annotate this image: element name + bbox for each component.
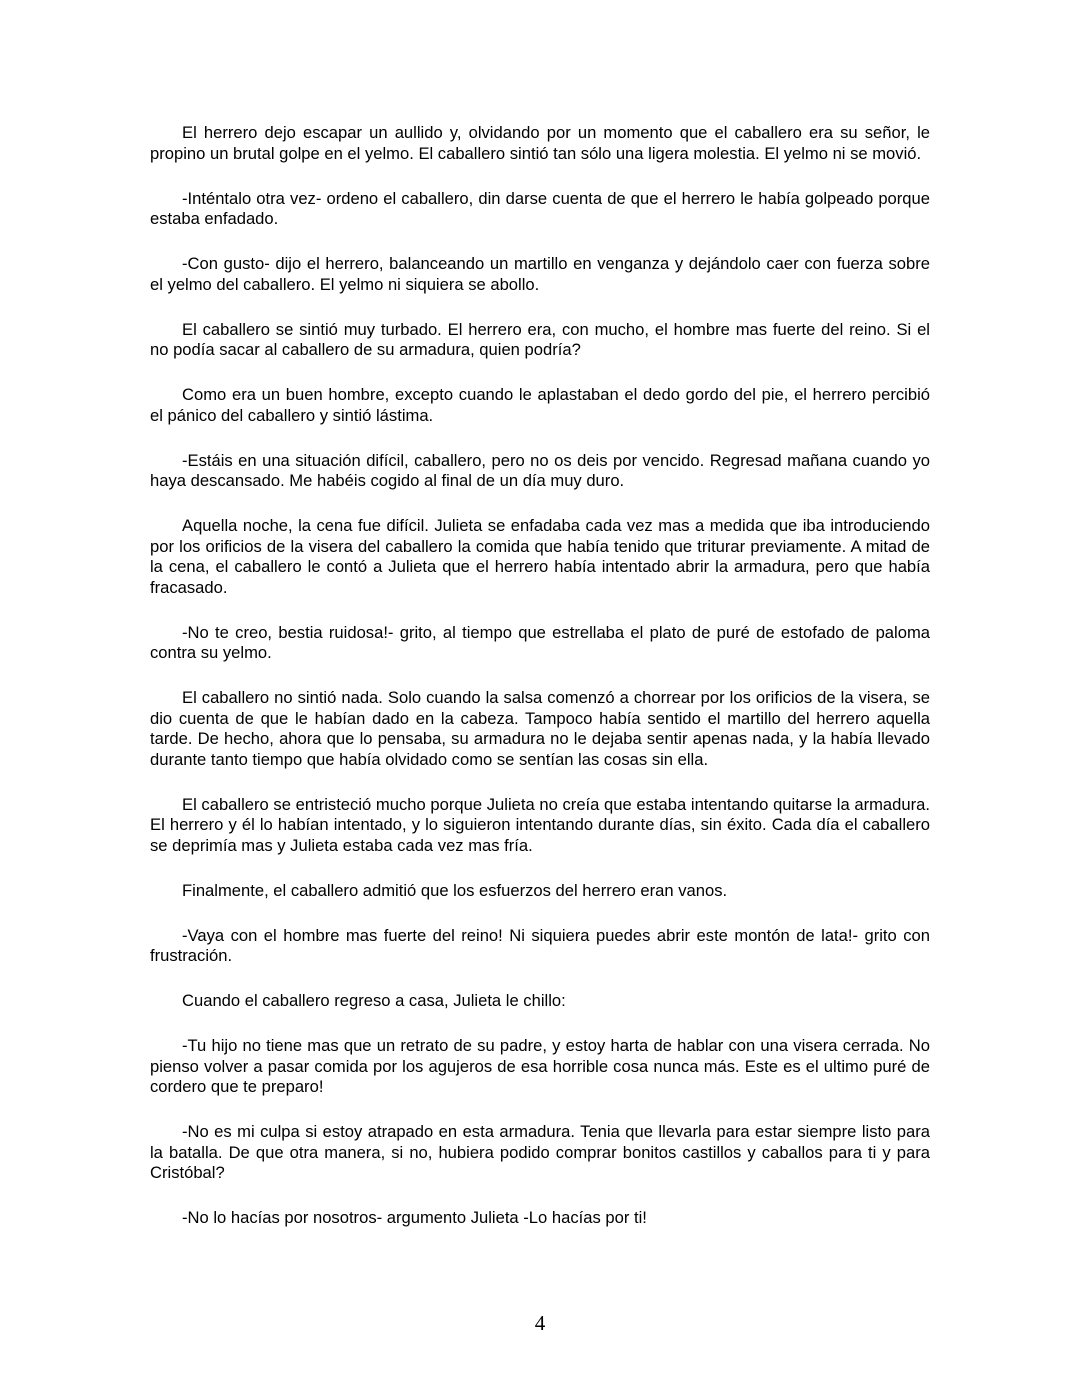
- paragraph: -No lo hacías por nosotros- argumento Julieta -Lo hacías por ti!: [182, 1208, 647, 1227]
- paragraph: Cuando el caballero regreso a casa, Julieta le chillo:: [182, 991, 566, 1010]
- paragraph: -Estáis en una situación difícil, caballero, pero no os deis por vencido. Regresad mañana cuando yo haya descansado. Me habéis cogido al final de un día muy duro.: [150, 450, 930, 490]
- paragraph: El caballero se entristeció mucho porque Julieta no creía que estaba intentando quitarse la armadura. El herrero y él lo habían intentado, y lo siguieron intentando durante días, sin éxito. Cada día el caballero se deprimía mas y Julieta estaba cada vez mas fría.: [150, 794, 930, 855]
- paragraph: -Vaya con el hombre mas fuerte del reino! Ni siquiera puedes abrir este montón de lata!- grito con frustración.: [150, 925, 930, 965]
- page-number: 4: [534, 1311, 546, 1335]
- paragraph: -No te creo, bestia ruidosa!- grito, al tiempo que estrellaba el plato de puré de estofado de paloma contra su yelmo.: [150, 622, 930, 662]
- paragraph: Aquella noche, la cena fue difícil. Julieta se enfadaba cada vez mas a medida que iba introduciendo por los orificios de la visera del caballero la comida que había tenido que triturar previamente. A mitad de la cena, el caballero le contó a Julieta que el herrero había intentado abrir la armadura, pero que había fracasado.: [150, 516, 930, 597]
- paragraph: Finalmente, el caballero admitió que los esfuerzos del herrero eran vanos.: [182, 880, 728, 900]
- paragraph: -Tu hijo no tiene mas que un retrato de su padre, y estoy harta de hablar con una visera cerrada. No pienso volver a pasar comida por los agujeros de esa horrible cosa nunca más. Este es el ultimo puré de cordero que te preparo!: [150, 1036, 930, 1096]
- paragraph: -Inténtalo otra vez- ordeno el caballero, din darse cuenta de que el herrero le había golpeado porque estaba enfadado.: [150, 188, 930, 228]
- paragraph: -Con gusto- dijo el herrero, balanceando un martillo en venganza y dejándolo caer con fuerza sobre el yelmo del caballero. El yelmo ni siquiera se abollo.: [150, 254, 930, 294]
- body-text: [150, 123, 930, 1229]
- paragraph: El caballero no sintió nada. Solo cuando la salsa comenzó a chorrear por los orificios de la visera, se dio cuenta de que le habían dado en la cabeza. Tampoco había sentido el martillo del herrero aquella tarde. De hecho, ahora que lo pensaba, su armadura no le dejaba sentir apenas nada, y la había llevado durante tanto tiempo que había olvidado como se sentían las cosas sin ella.: [150, 688, 930, 769]
- paragraph: El herrero dejo escapar un aullido y, olvidando por un momento que el caballero era su señor, le propino un brutal golpe en el yelmo. El caballero sintió tan sólo una ligera molestia. El yelmo ni se movió.: [150, 123, 930, 163]
- paragraph: Como era un buen hombre, excepto cuando le aplastaban el dedo gordo del pie, el herrero percibió el pánico del caballero y sintió lástima.: [150, 385, 930, 425]
- paragraph: El caballero se sintió muy turbado. El herrero era, con mucho, el hombre mas fuerte del reino. Si el no podía sacar al caballero de su armadura, quien podría?: [150, 319, 930, 359]
- paragraph: -No es mi culpa si estoy atrapado en esta armadura. Tenia que llevarla para estar siempre listo para la batalla. De que otra manera, si no, hubiera podido comprar bonitos castillos y caballos para ti y para Cristóbal?: [150, 1122, 930, 1182]
